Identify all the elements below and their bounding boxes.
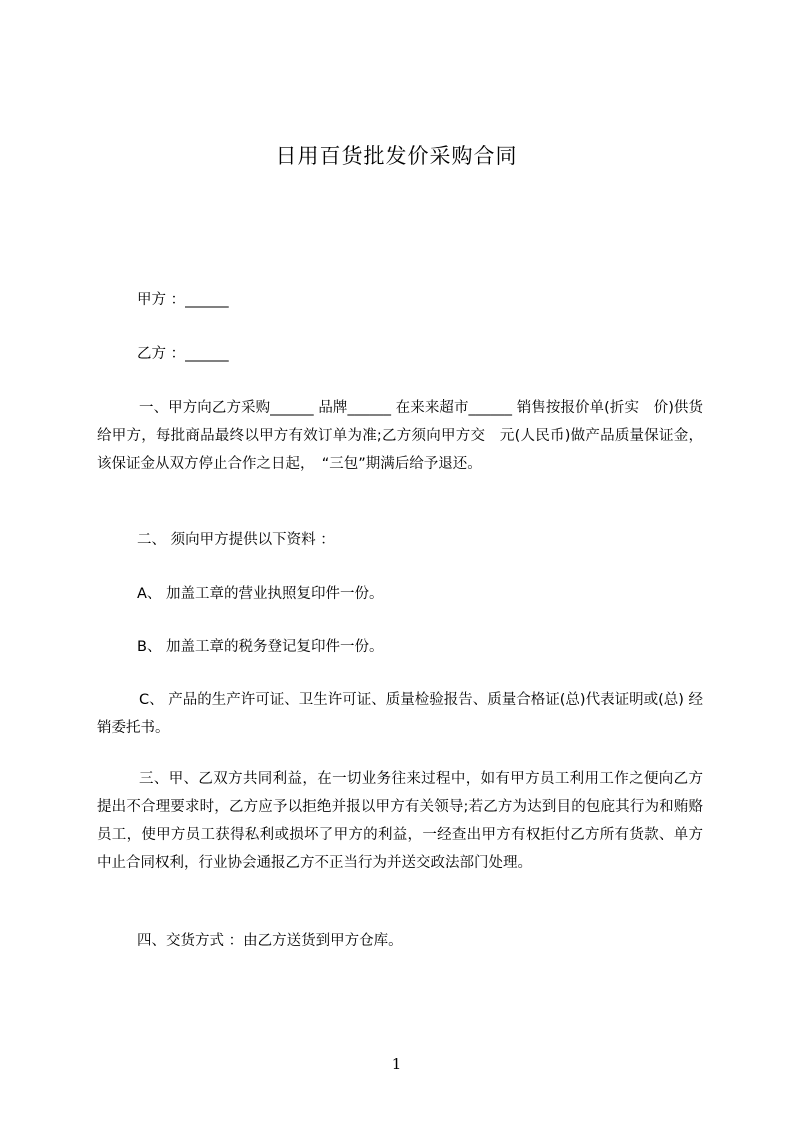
party-b-line: 乙方 ：______ (137, 346, 229, 362)
clause-1-paragraph: 一、甲方向乙方采购______ 品牌______ 在来来超市______ 销售按报价单(折实 价)供货给甲方，每批商品最终以甲方有效订单为准;乙方须向甲方交 元(人民币)做产品质量保证金，该保证金从双方停止合作之日起， “三包”期满后给予退还。 (97, 400, 703, 472)
clause-2a-item: A、 加盖工章的营业执照复印件一份。 (137, 586, 384, 602)
clause-2c-item: C、 产品的生产许可证、卫生许可证、质量检验报告、质量合格证(总)代表证明或(总) 经销委托书。 (97, 692, 703, 736)
page-number: 1 (391, 1055, 402, 1073)
clause-2b-item: B、 加盖工章的税务登记复印件一份。 (137, 639, 384, 655)
clause-4-line: 四、交货方式 ：由乙方送货到甲方仓库。 (137, 933, 403, 949)
party-a-line: 甲方 ：______ (137, 292, 229, 308)
clause-3-paragraph: 三、甲、乙双方共同利益，在一切业务往来过程中，如有甲方员工利用工作之便向乙方提出不合理要求时，乙方应予以拒绝并报以甲方有关领导;若乙方为达到目的包庇其行为和贿赂员工，使甲方员工获得私利或损坏了甲方的利益，一经查出甲方有权拒付乙方所有货款、单方中止合同权利，行业协会通报乙方不正当行为并送交政法部门处理。 (97, 771, 703, 871)
document-title: 日用百货批发价采购合同 (275, 144, 518, 168)
clause-2-heading: 二、 须向甲方提供以下资料 ： (137, 532, 335, 548)
